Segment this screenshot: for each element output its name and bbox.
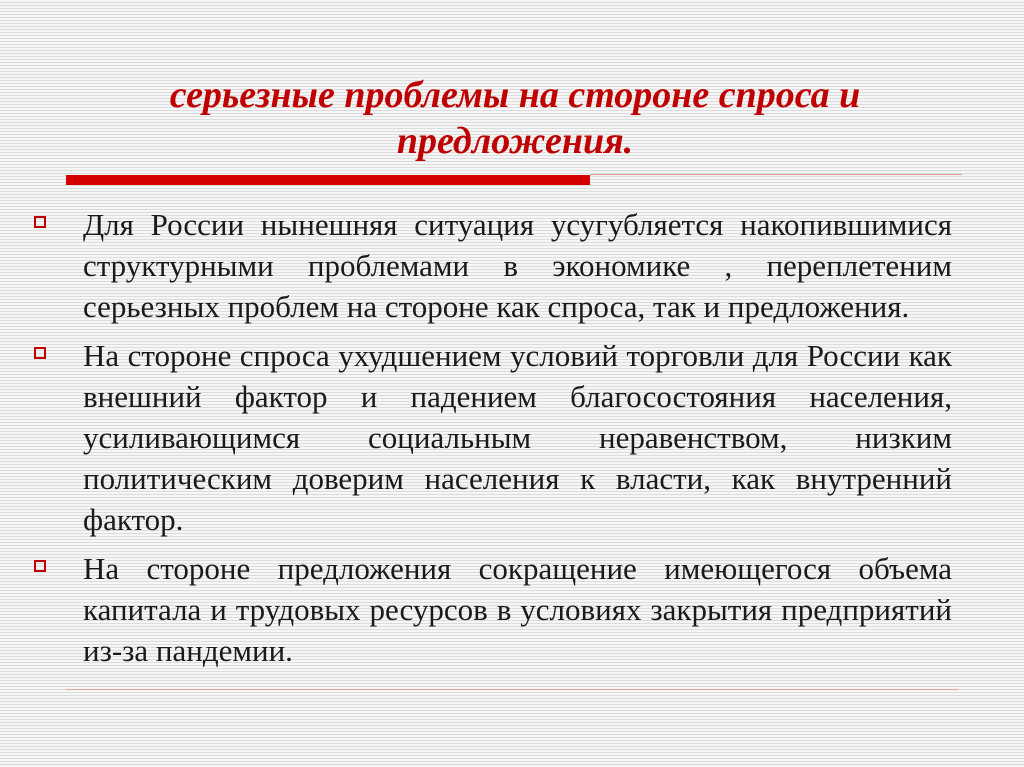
bullet-item-1	[34, 204, 952, 327]
hollow-square-bullet-icon	[34, 216, 46, 228]
bullet-item-3	[34, 548, 952, 671]
title-underline	[66, 171, 962, 185]
title-underline-thick	[66, 175, 590, 185]
bullet-list	[34, 204, 952, 679]
slide-title: серьезные проблемы на стороне спроса и предложения.	[169, 74, 861, 162]
title-underline-thin	[590, 174, 962, 175]
hollow-square-bullet-icon	[34, 347, 46, 359]
hollow-square-bullet-icon	[34, 560, 46, 572]
bullet-text-3: На стороне предложения сокращение имеющегося объема капитала и трудовых ресурсов в условиях закрытия предприятий из-за пандемии.	[83, 551, 952, 668]
bullet-item-2	[34, 335, 952, 540]
bottom-rule	[66, 689, 958, 690]
bullet-text-1: Для России нынешняя ситуация усугубляется накопившимися структурными проблемами в экономике , переплетеним серьезных проблем на стороне как спроса, так и предложения.	[83, 207, 952, 324]
bullet-text-2: На стороне спроса ухудшением условий торговли для России как внешний фактор и падением благосостояния населения, усиливающимся социальным неравенством, низким политическим доверим населения к власти, как внутренний фактор.	[83, 338, 952, 537]
